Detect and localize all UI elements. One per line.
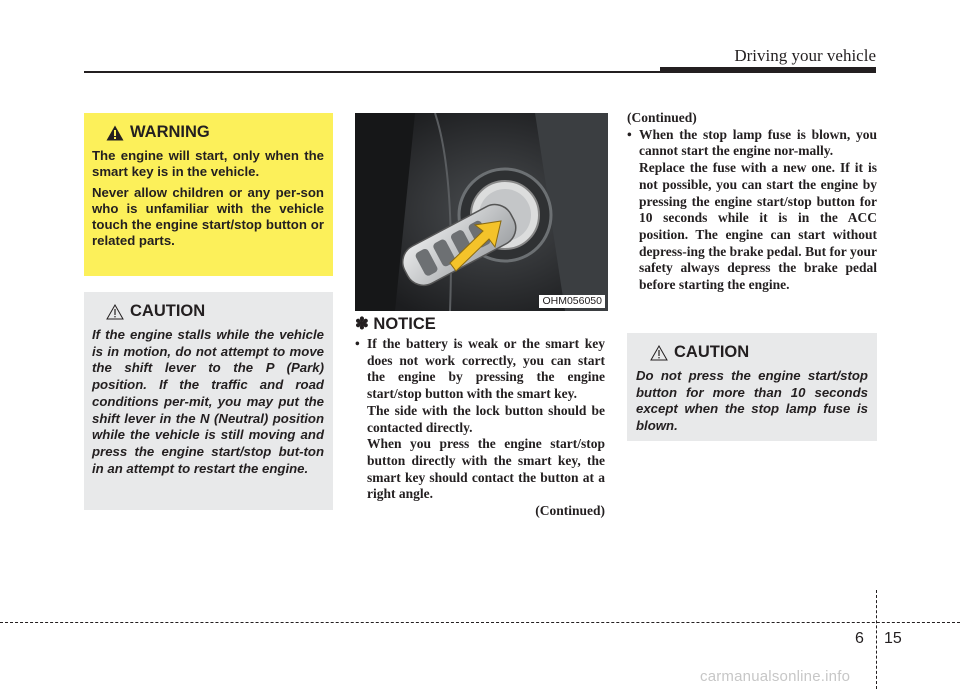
notice-heading	[355, 314, 436, 334]
warning-box	[84, 113, 333, 276]
page-number: 15	[884, 630, 902, 647]
caution-box-stall	[84, 292, 333, 510]
caution-text: Do not press the engine start/stop button for more than 10 seconds except when the stop lamp fuse is blown.	[636, 368, 868, 434]
figure-code: OHM056050	[539, 295, 605, 308]
caution-header	[650, 343, 868, 362]
warning-text-1: The engine will start, only when the smart key is in the vehicle.	[92, 148, 324, 179]
bullet: •	[355, 336, 360, 351]
header-title: Driving your vehicle	[734, 46, 876, 65]
notice-paragraph-3: When you press the engine start/stop button directly with the smart key, the smart key should contact the button at a right angle.	[367, 436, 605, 502]
warning-header	[106, 123, 324, 142]
notice-symbol: ✽	[355, 315, 369, 333]
smart-key-photo	[355, 113, 608, 311]
warning-triangle-icon	[106, 125, 124, 141]
col3-bullet-item	[627, 127, 877, 294]
caution-header	[106, 302, 324, 321]
footer-divider	[876, 590, 877, 689]
caution-triangle-icon	[106, 304, 124, 320]
notice-continued: (Continued)	[535, 503, 605, 519]
warning-title: WARNING	[130, 123, 210, 141]
notice-title: NOTICE	[373, 315, 436, 333]
header-rule-thick	[660, 67, 876, 73]
notice-paragraph-1: If the battery is weak or the smart key does not work correctly, you can start the engine by pressing the engine start/stop button with the smart key.	[367, 336, 605, 402]
smart-key-illustration	[355, 113, 608, 311]
notice-paragraph-2: The side with the lock button should be contacted directly.	[367, 402, 605, 435]
bullet: •	[627, 126, 632, 142]
caution-triangle-icon	[650, 345, 668, 361]
notice-body	[355, 336, 605, 520]
col3-paragraph-2: Replace the fuse with a new one. If it is not possible, you can start the engine by pressing the engine start/stop button for 10 seconds while it is in the ACC position. The engine can start without depress-ing the brake pedal. But for your safety always depress the brake pedal before starting the engine.	[639, 160, 877, 293]
header-rule	[84, 71, 660, 73]
caution-box-seconds	[627, 333, 877, 441]
col3-continued: (Continued)	[627, 110, 697, 125]
column-three	[627, 110, 877, 294]
caution-title: CAUTION	[130, 302, 206, 320]
caution-text: If the engine stalls while the vehicle is in motion, do not attempt to move the shift lever to the P (Park) position. If the traffic and road conditions per-mit, you may put the shift lever in the N (Neutral) position while the vehicle is still moving and press the engine start/stop but-ton in an attempt to restart the engine.	[92, 327, 324, 476]
warning-text-2: Never allow children or any per-son who is unfamiliar with the vehicle touch the engine start/stop button or related parts.	[92, 185, 324, 248]
section-number: 6	[855, 630, 864, 647]
notice-bullet-item	[355, 336, 605, 520]
watermark: carmanualsonline.info	[700, 668, 851, 685]
caution-title: CAUTION	[674, 343, 750, 361]
col3-paragraph-1: When the stop lamp fuse is blown, you cannot start the engine nor-mally.	[639, 126, 877, 159]
footer-rule	[0, 622, 960, 623]
